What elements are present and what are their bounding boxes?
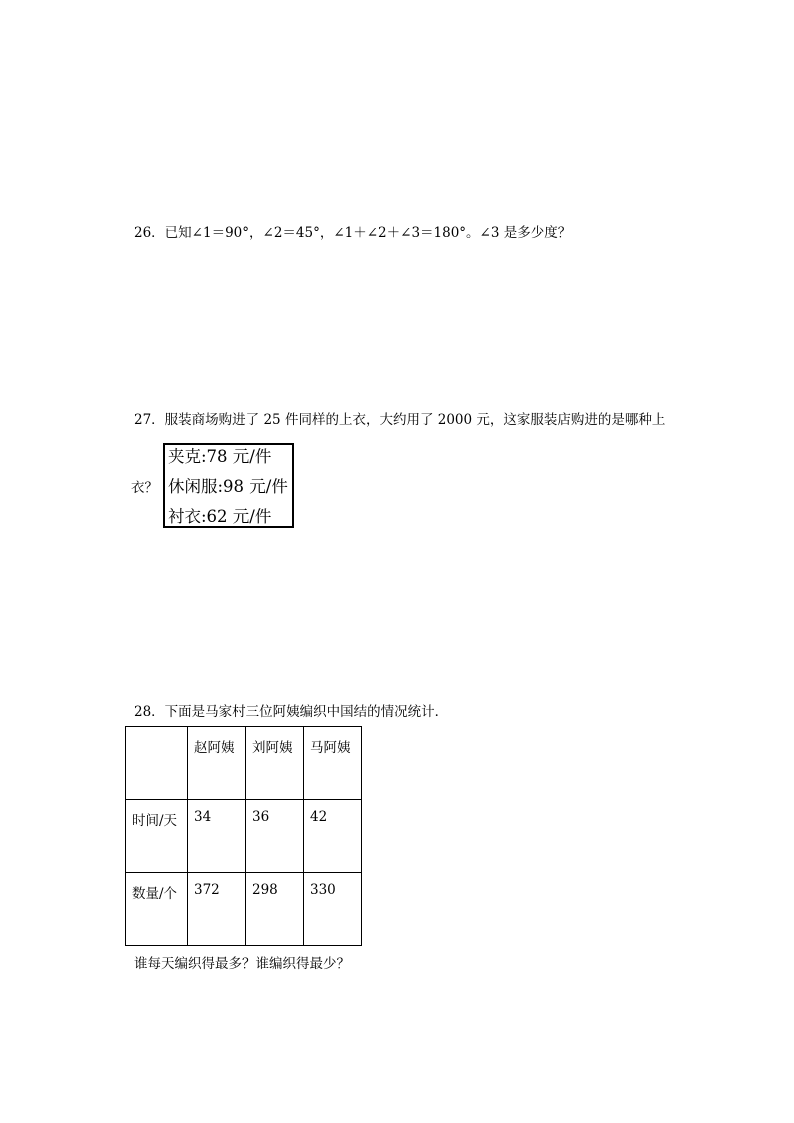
table-cell: 298 (246, 873, 304, 946)
question-28-text: 28．下面是马家村三位阿姨编织中国结的情况统计． (134, 704, 449, 720)
price-list-box (163, 443, 294, 528)
column-header-liu: 刘阿姨 (246, 727, 304, 800)
question-26-text: 26．已知∠1＝90°，∠2＝45°，∠1＋∠2＋∠3＝180°。∠3 是多少度？ (134, 225, 572, 241)
knitting-stats-table (125, 726, 362, 946)
table-header-row (126, 727, 362, 800)
question-28-prompt: 谁每天编织得最多？谁编织得最少？ (134, 956, 350, 972)
column-header-zhao: 赵阿姨 (188, 727, 246, 800)
price-item-jacket: 夹克:78 元/件 (168, 447, 272, 466)
row-label-quantity: 数量/个 (126, 873, 188, 946)
table-row (126, 873, 362, 946)
price-item-shirt: 衬衣:62 元/件 (168, 507, 272, 526)
table-cell: 36 (246, 800, 304, 873)
column-header-ma: 马阿姨 (304, 727, 362, 800)
row-label-time: 时间/天 (126, 800, 188, 873)
table-cell: 42 (304, 800, 362, 873)
table-row (126, 800, 362, 873)
table-corner-cell (126, 727, 188, 800)
question-27-tail-text: 衣？ (131, 480, 158, 496)
price-item-casual-wear: 休闲服:98 元/件 (168, 477, 288, 496)
table-cell: 330 (304, 873, 362, 946)
table-cell: 372 (188, 873, 246, 946)
table-cell: 34 (188, 800, 246, 873)
question-27-text: 27．服装商场购进了 25 件同样的上衣，大约用了 2000 元，这家服装店购进的是哪种上 (134, 412, 666, 428)
